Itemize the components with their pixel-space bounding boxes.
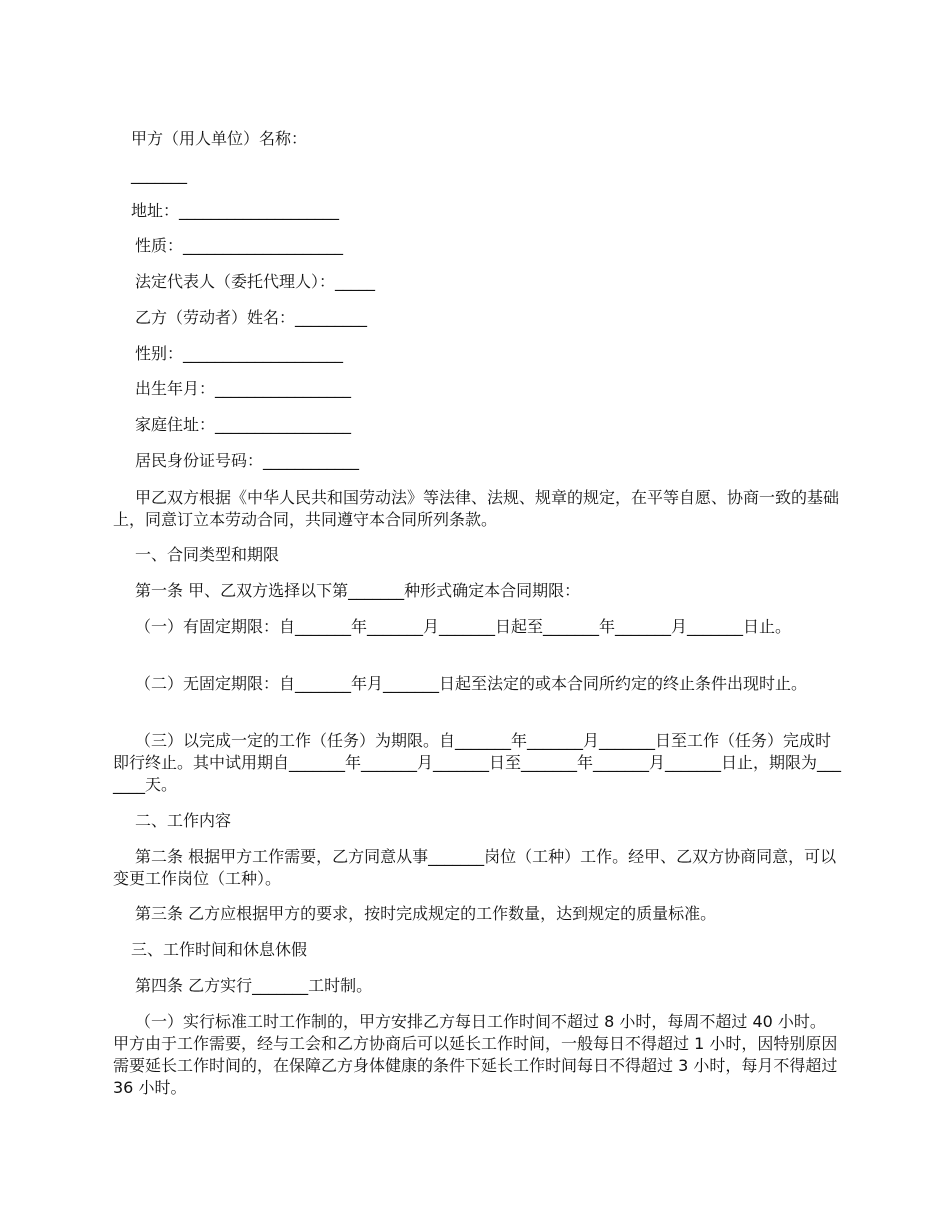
section2-title: 二、工作内容 <box>135 811 232 830</box>
party-a-legal-rep: 法定代表人（委托代理人）：_____ <box>135 272 376 291</box>
preamble-paragraph: 甲乙双方根据《中华人民共和国劳动法》等法律、法规、规章的规定，在平等自愿、协商一致的基础上，同意订立本劳动合同，共同遵守本合同所列条款。 <box>113 488 840 529</box>
article1-paragraph: 第一条 甲、乙双方选择以下第_______种形式确定本合同期限： <box>135 581 581 600</box>
section3-title: 三、工作时间和休息休假 <box>131 940 308 959</box>
party-a-name-label: 甲方（用人单位）名称： <box>131 129 308 148</box>
party-b-home-address: 家庭住址：_________________ <box>135 415 352 434</box>
section3-item1: （一）实行标准工时工作制的，甲方安排乙方每日工作时间不超过 8 小时，每周不超过 40 小时。甲方由于工作需要，经与工会和乙方协商后可以延长工作时间，一般每日不得超过 1 小时，因特别原因需要延长工作时间的，在保障乙方身体健康的条件下延长工作时间每日不得超过 3 小时，每月不得超过 36 小时。 <box>113 1012 838 1097</box>
section1-title: 一、合同类型和期限 <box>135 545 280 564</box>
party-b-birth: 出生年月：_________________ <box>135 379 352 398</box>
section1-item2: （二）无固定期限：自_______年月_______日起至法定的或本合同所约定的终止条件出现时止。 <box>135 674 808 693</box>
party-a-nature: 性质：____________________ <box>135 236 344 255</box>
article2-paragraph: 第二条 根据甲方工作需要，乙方同意从事_______岗位（工种）工作。经甲、乙双方协商同意，可以变更工作岗位（工种）。 <box>113 847 837 888</box>
party-a-name-blank: _______ <box>131 165 187 184</box>
party-a-address: 地址：____________________ <box>131 201 340 220</box>
section1-item1: （一）有固定期限：自_______年_______月_______日起至_______年_______月_______日止。 <box>135 617 792 636</box>
section1-item3: （三）以完成一定的工作（任务）为期限。自_______年_______月_______日至工作（任务）完成时即行终止。其中试用期自_______年_______月_______日至_______年_______月_______日止，期限为_______天。 <box>113 731 842 794</box>
party-b-id-number: 居民身份证号码：____________ <box>135 451 360 470</box>
party-b-name: 乙方（劳动者）姓名：_________ <box>135 308 368 327</box>
article4-paragraph: 第四条 乙方实行_______工时制。 <box>135 976 373 995</box>
article3-paragraph: 第三条 乙方应根据甲方的要求，按时完成规定的工作数量，达到规定的质量标准。 <box>135 904 717 923</box>
party-b-gender: 性别：____________________ <box>135 344 344 363</box>
